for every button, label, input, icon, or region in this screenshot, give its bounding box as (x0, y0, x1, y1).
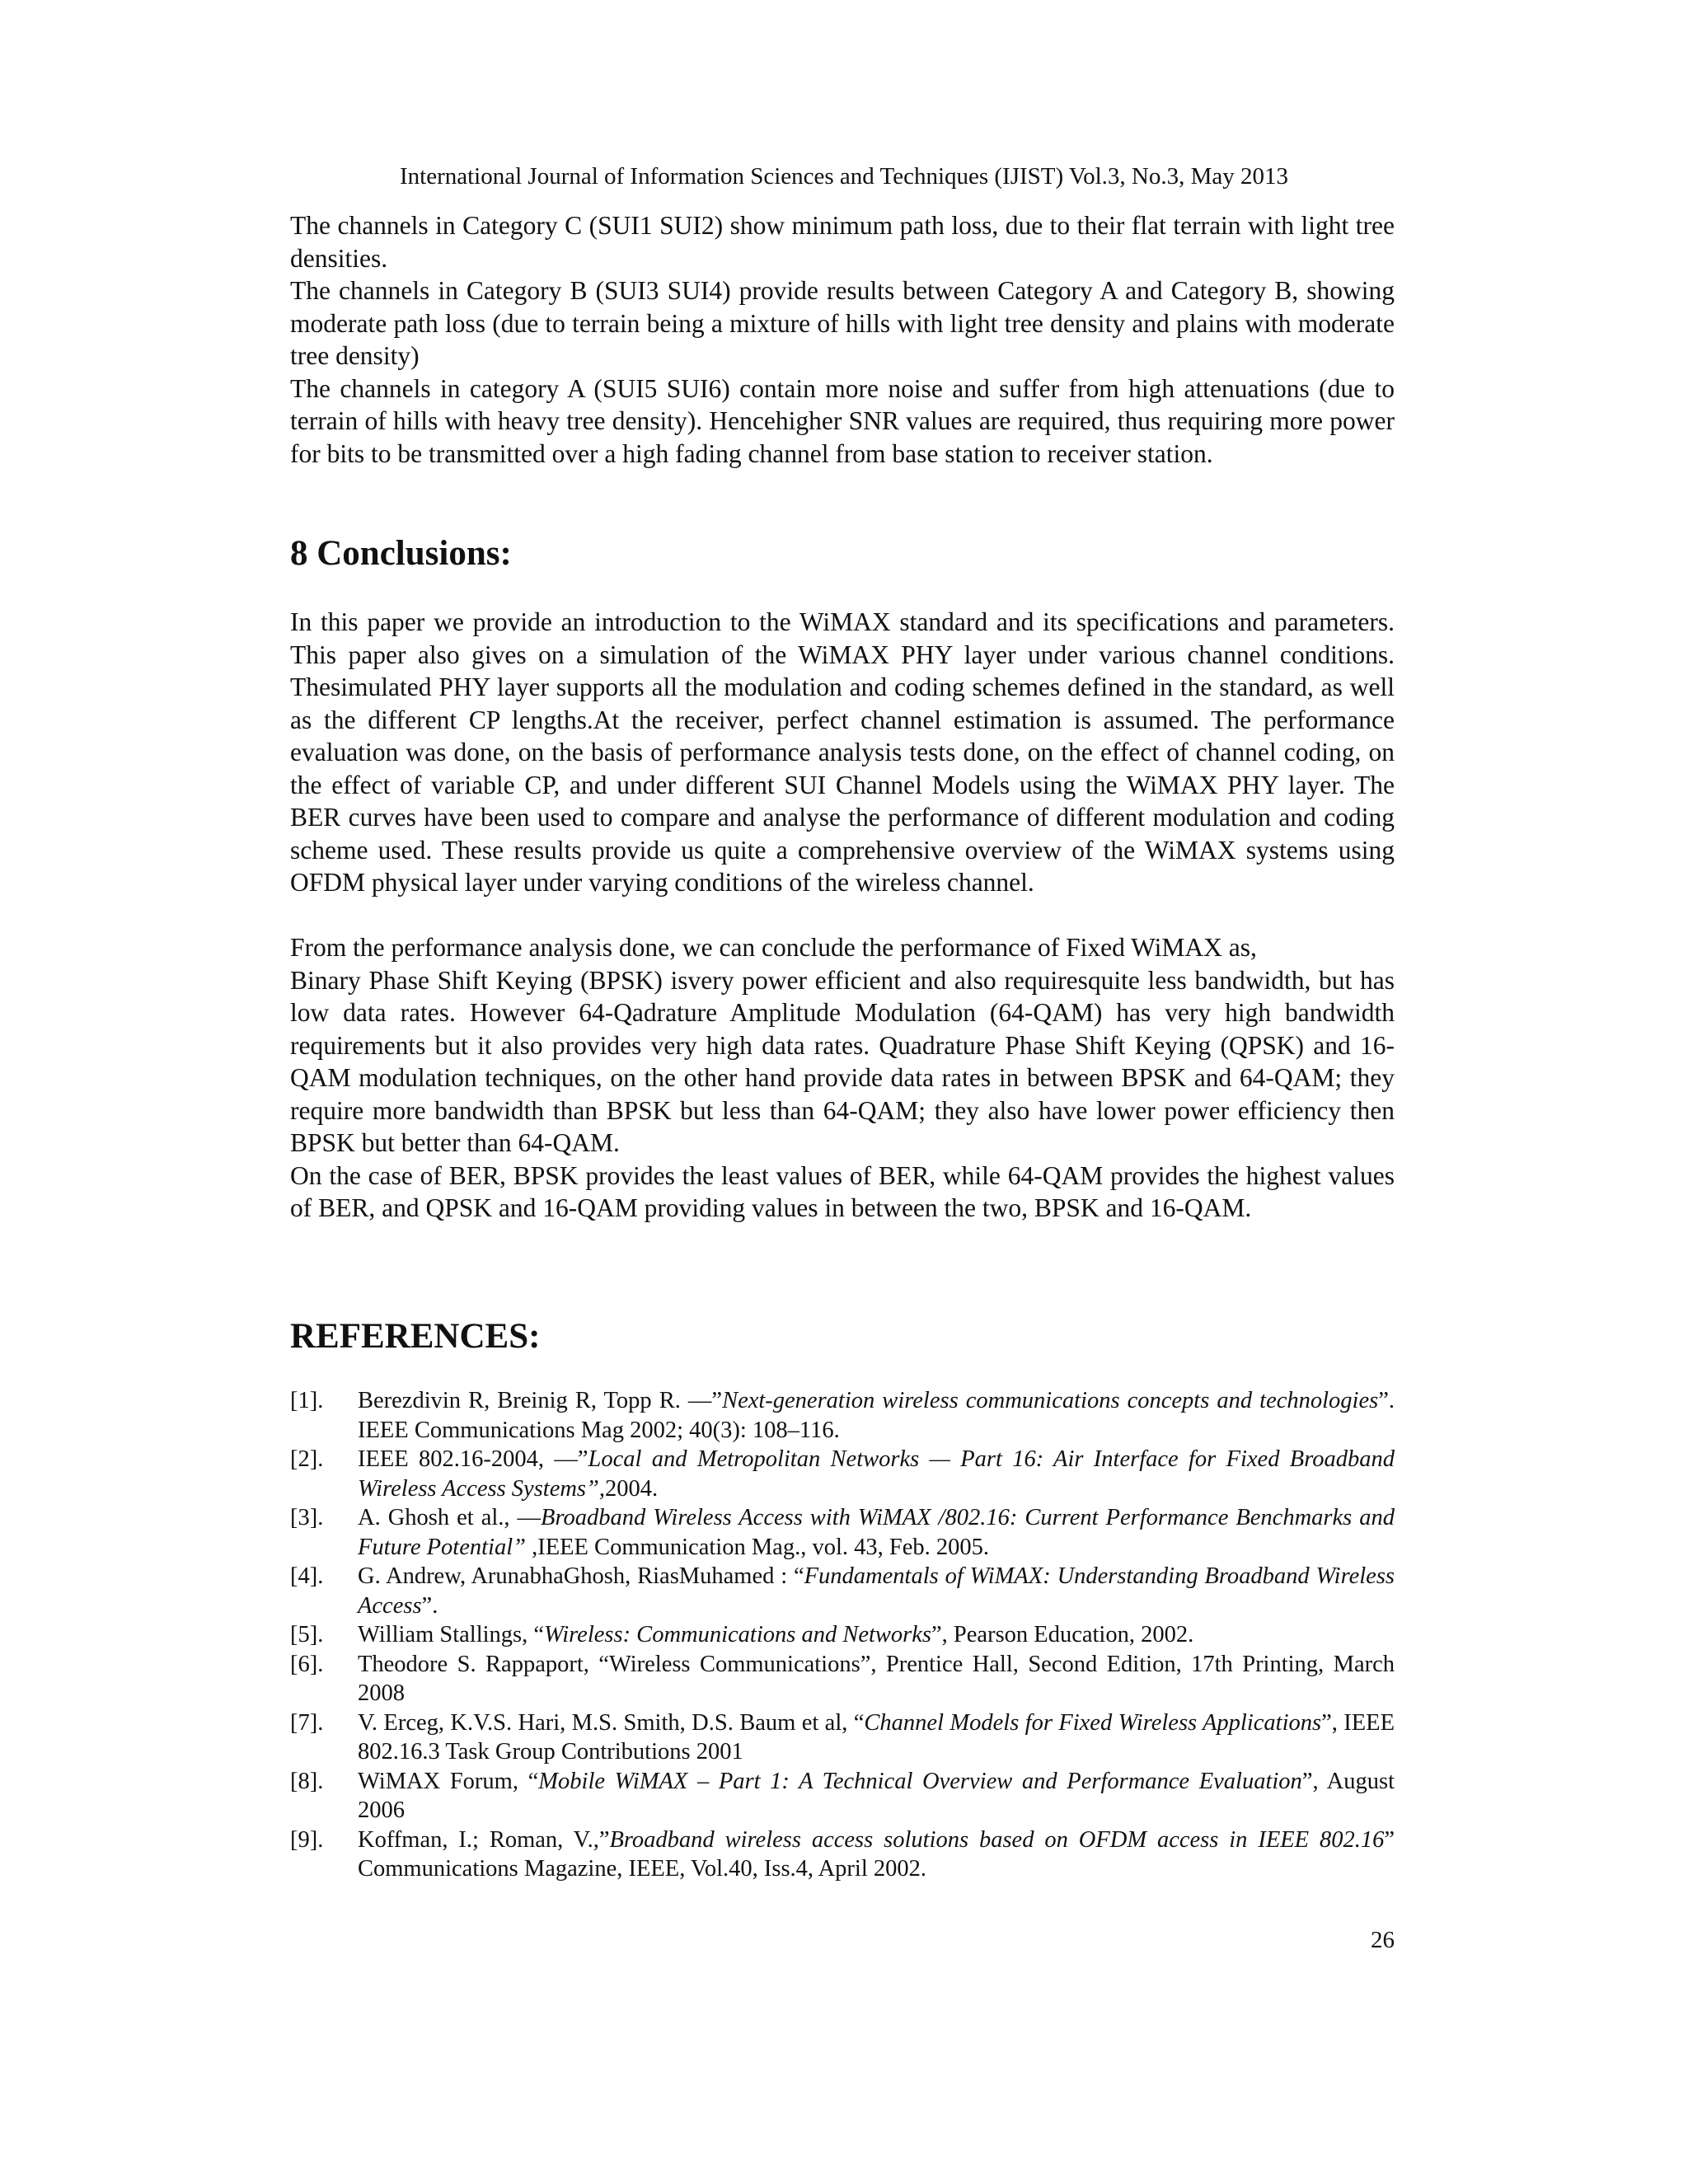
page-number: 26 (1371, 1927, 1395, 1953)
conclusions-paragraph-2: Binary Phase Shift Keying (BPSK) isvery power efficient and also requiresquite less bandwidth, but has low data rates. However 64-Qadrature Amplitude Modulation (64-QAM) has very high bandwidth requirements but it also provides very high data rates. Quadrature Phase Shift Keying (QPSK) and 16-QAM modulation techniques, on the other hand provide data rates in between BPSK and 64-QAM; they require more bandwidth than BPSK but less than 64-QAM; they also have lower power efficiency then BPSK but better than 64-QAM. (290, 965, 1395, 1157)
intro-section (290, 209, 1395, 470)
reference-authors: Theodore S. Rappaport, “Wireless Communications”, Prentice Hall, Second Edition, 17th Printing, March 2008 (358, 1651, 1395, 1706)
reference-item (290, 1650, 1395, 1708)
reference-number: [5]. (290, 1622, 324, 1647)
reference-details: ,IEEE Communication Mag., vol. 43, Feb. 2005. (525, 1534, 989, 1560)
reference-title: Fundamentals of WiMAX: Understanding Broadband Wireless Access (358, 1563, 1395, 1619)
reference-details: ”, August 2006 (358, 1768, 1395, 1823)
reference-item (290, 1708, 1395, 1767)
reference-details: 2004. (605, 1475, 659, 1502)
reference-authors: A. Ghosh et al., — (358, 1505, 542, 1530)
reference-title: Next-generation wireless communications concepts and technologies (722, 1388, 1379, 1413)
reference-title: Wireless: Communications and Networks (544, 1622, 932, 1647)
reference-details: ”. IEEE Communications Mag 2002; 40(3): 108–116. (358, 1388, 1395, 1443)
reference-number: [4]. (290, 1563, 324, 1589)
reference-number: [1]. (290, 1388, 324, 1413)
running-header: International Journal of Information Sciences and Techniques (IJIST) Vol.3, No.3, May 2013 (400, 163, 1288, 190)
reference-details: ”, IEEE 802.16.3 Task Group Contributions 2001 (358, 1709, 1395, 1765)
reference-number: [6]. (290, 1651, 324, 1677)
reference-authors: William Stallings, “ (358, 1622, 545, 1647)
reference-title: Broadband Wireless Access with WiMAX /802.16: Current Performance Benchmarks and Future Potential” (358, 1505, 1395, 1560)
reference-authors: IEEE 802.16-2004, —” (358, 1446, 588, 1472)
reference-number: [8]. (290, 1768, 324, 1794)
reference-item (290, 1767, 1395, 1825)
conclusions-heading: 8 Conclusions: (290, 534, 512, 573)
reference-authors: Koffman, I.; Roman, V.,” (358, 1826, 610, 1853)
conclusions-paragraph-2-lead: From the performance analysis done, we can conclude the performance of Fixed WiMAX as, (290, 933, 1257, 962)
conclusions-paragraph-3: On the case of BER, BPSK provides the least values of BER, while 64-QAM provides the highest values of BER, and QPSK and 16-QAM providing values in between the two, BPSK and 16-QAM. (290, 1160, 1395, 1222)
reference-item (290, 1825, 1395, 1884)
reference-authors: Berezdivin R, Breinig R, Topp R. —” (358, 1388, 723, 1413)
references-list (290, 1386, 1395, 1884)
reference-item (290, 1503, 1395, 1562)
paragraph-category-a: The channels in category A (SUI5 SUI6) contain more noise and suffer from high attenuations (due to terrain of hills with heavy tree density). Hencehigher SNR values are required, thus requiring more power for bits to be transmitted over a high fading channel from base station to receiver station. (290, 373, 1395, 468)
conclusions-section (290, 606, 1395, 1225)
reference-number: [3]. (290, 1505, 324, 1530)
paragraph-category-b: The channels in Category B (SUI3 SUI4) provide results between Category A and Category B, showing moderate path loss (due to terrain being a mixture of hills with light tree density and plains with moderate tree density) (290, 276, 1395, 370)
reference-number: [2]. (290, 1446, 324, 1472)
reference-item (290, 1562, 1395, 1620)
conclusions-paragraph-1: In this paper we provide an introduction to the WiMAX standard and its specifications and parameters. This paper also gives on a simulation of the WiMAX PHY layer under various channel conditions. Thesimulated PHY layer supports all the modulation and coding schemes defined in the standard, as well as the different CP lengths.At the receiver, perfect channel estimation is assumed. The performance evaluation was done, on the basis of performance analysis tests done, on the effect of channel coding, on the effect of variable CP, and under different SUI Channel Models using the WiMAX PHY layer. The BER curves have been used to compare and analyse the performance of different modulation and coding scheme used. These results provide us quite a comprehensive overview of the WiMAX systems using OFDM physical layer under varying conditions of the wireless channel. (290, 607, 1395, 897)
reference-details: ”. (421, 1592, 438, 1619)
reference-title: Channel Models for Fixed Wireless Applications (864, 1709, 1322, 1736)
reference-item (290, 1620, 1395, 1650)
reference-title: Broadband wireless access solutions based on OFDM access in IEEE 802.16 (609, 1826, 1385, 1853)
reference-authors: G. Andrew, ArunabhaGhosh, RiasMuhamed : “ (358, 1563, 804, 1589)
reference-details: ”, Pearson Education, 2002. (931, 1622, 1194, 1647)
paragraph-category-c: The channels in Category C (SUI1 SUI2) show minimum path loss, due to their flat terrain with light tree densities. (290, 211, 1395, 273)
reference-item (290, 1445, 1395, 1503)
reference-authors: V. Erceg, K.V.S. Hari, M.S. Smith, D.S. Baum et al, “ (358, 1709, 865, 1736)
reference-item (290, 1386, 1395, 1445)
reference-number: [7]. (290, 1709, 324, 1736)
reference-details: ” Communications Magazine, IEEE, Vol.40, Iss.4, April 2002. (358, 1826, 1395, 1882)
reference-title: Local and Metropolitan Networks — Part 16: Air Interface for Fixed Broadband Wireless Access Systems”, (358, 1446, 1395, 1502)
references-heading: REFERENCES: (290, 1317, 541, 1356)
reference-authors: WiMAX Forum, “ (358, 1768, 539, 1794)
reference-title: Mobile WiMAX – Part 1: A Technical Overview and Performance Evaluation (538, 1768, 1302, 1794)
reference-number: [9]. (290, 1826, 324, 1853)
